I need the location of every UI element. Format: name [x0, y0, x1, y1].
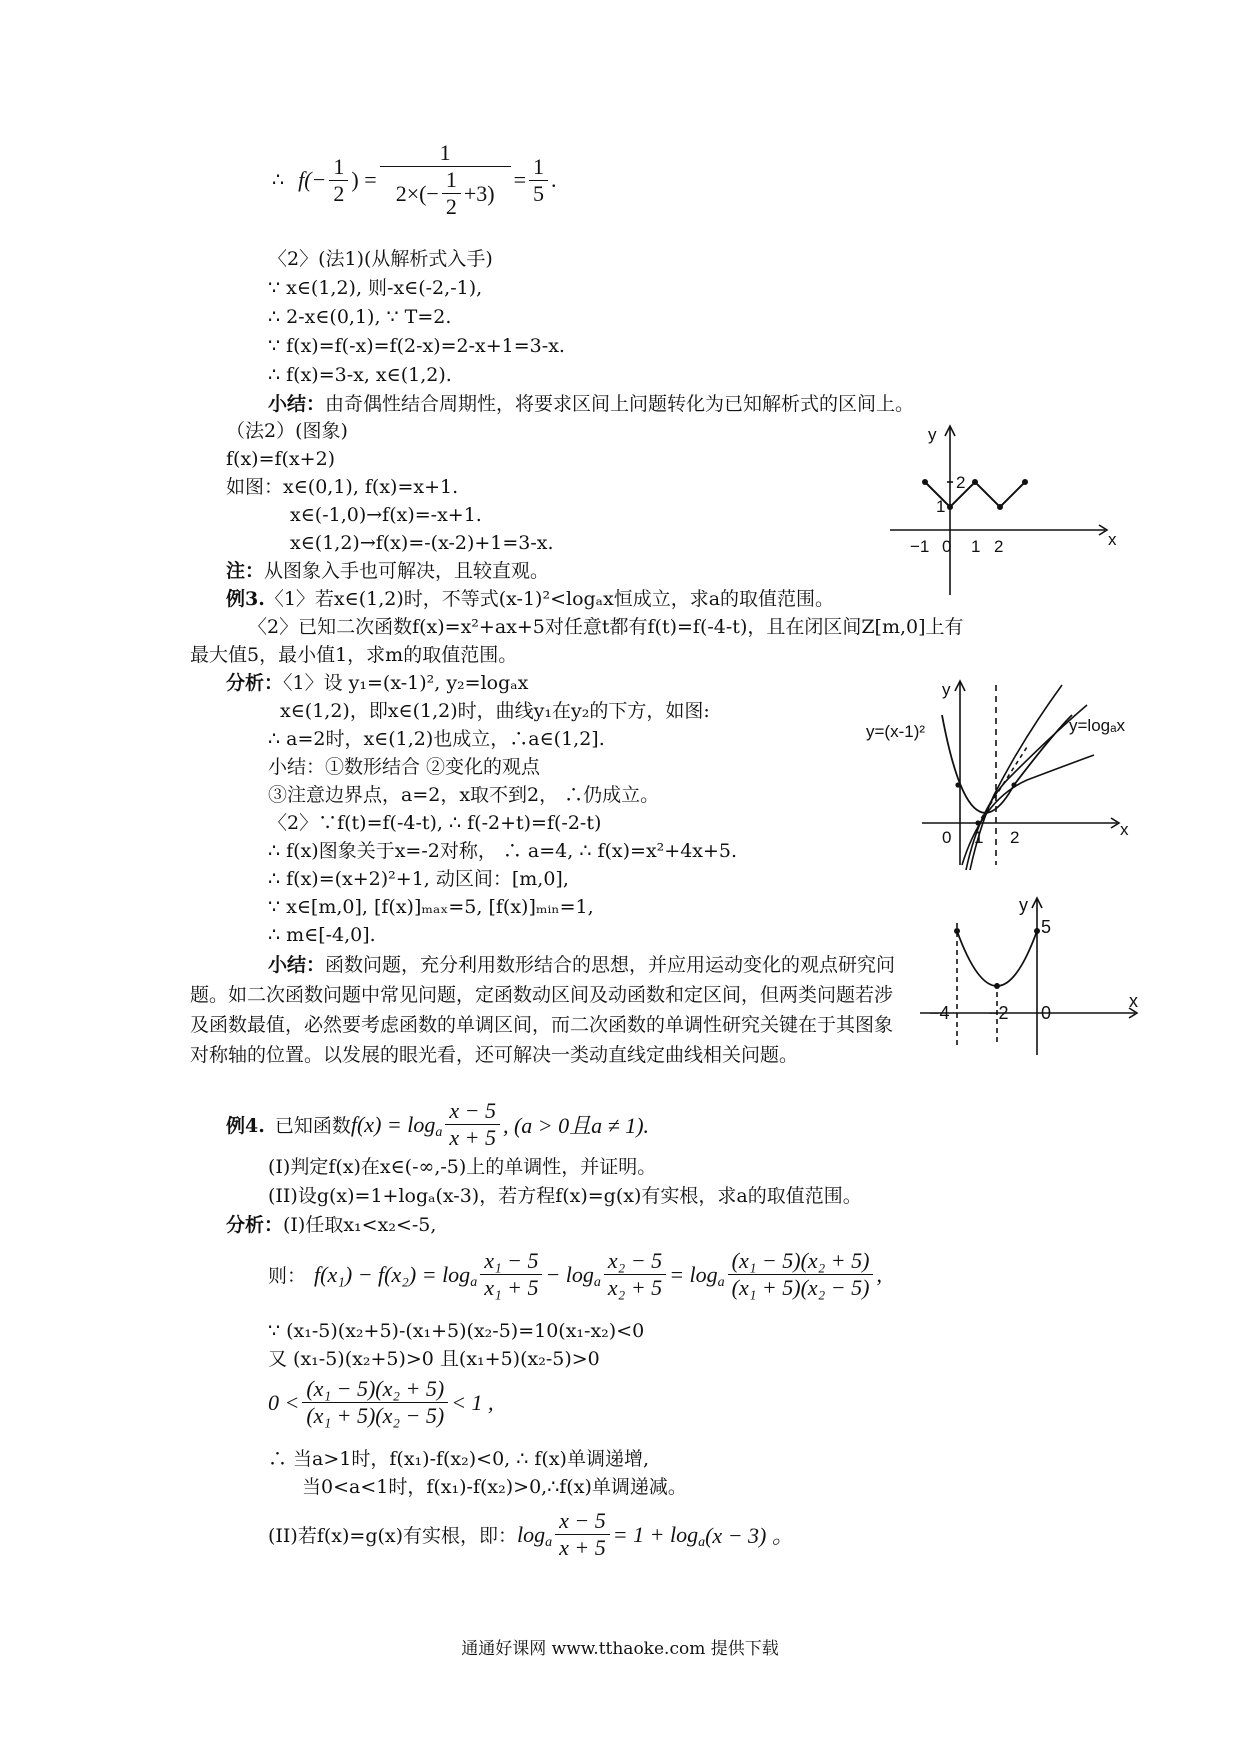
note-label: 注：	[226, 560, 265, 582]
analysis-4-line-4: ∴ 当a>1时，f(x₁)-f(x₂)<0, ∴ f(x)单调递增,	[268, 1448, 650, 1470]
graph2-label-parabola: y=(x-1)²	[866, 722, 926, 741]
graph3-y-label: y	[1019, 895, 1028, 915]
point-right-max	[1034, 928, 1040, 934]
example-4-fraction	[445, 1098, 500, 1151]
point-left-max	[954, 928, 960, 934]
part2-line-2: ∴ 2-x∈(0,1), ∵ T=2.	[268, 306, 452, 328]
log-curve-c	[962, 755, 1094, 865]
analysis-3-line-8: ∴ f(x)=(x+2)²+1, 动区间：[m,0],	[268, 868, 569, 890]
diff-frac-2	[604, 1248, 666, 1301]
summary-2-label: 小结：	[268, 954, 326, 976]
graph3-tick-0: 0	[1041, 1003, 1052, 1023]
example-3-label: 例3.	[226, 588, 265, 610]
example-3-q2a: 〈2〉已知二次函数f(x)=x²+ax+5对任意t都有f(t)=f(-4-t)，且在闭区间Z[m,0]上有	[248, 616, 964, 638]
diff-frac-1-den: x₁ + 5	[484, 1275, 539, 1300]
graph1-y-label: y	[928, 425, 937, 444]
ineq-num: (x₁ − 5)(x₂ + 5)	[302, 1376, 448, 1403]
ineq-fraction	[302, 1376, 448, 1429]
example-4-label: 例4.	[226, 1115, 265, 1137]
graph1-tick-x1: 1	[971, 537, 981, 556]
point-one	[975, 820, 980, 825]
diff-lhs: f(x₁) − f(x₂) = log	[314, 1261, 471, 1287]
graph2-tick-0: 0	[942, 828, 952, 847]
method2-line-3: x∈(-1,0)→f(x)=-x+1.	[290, 504, 482, 526]
analysis-4-l1: (I)任取x₁<x₂<-5,	[283, 1214, 437, 1236]
then-label: 则：	[268, 1265, 307, 1287]
eq1-equals: =	[513, 167, 527, 192]
part2-line-1: ∵ x∈(1,2), 则-x∈(-2,-1),	[268, 277, 483, 299]
equation-f-neg-half	[272, 140, 557, 220]
graph-parabola-vs-log	[862, 675, 1152, 875]
point-two	[997, 504, 1003, 510]
graph1-x-label: x	[1108, 530, 1117, 549]
example-4-num: x − 5	[445, 1098, 500, 1125]
eq1-big-den	[392, 167, 499, 220]
graph1-tick-0: 0	[942, 537, 952, 556]
eq1-half-den: 2	[333, 180, 345, 206]
analysis-4-line-5: 当0<a<1时，f(x₁)-f(x₂)>0,∴f(x)单调递减。	[302, 1476, 687, 1498]
last-log: log	[517, 1521, 546, 1547]
eq1-period: .	[551, 167, 557, 192]
last-num: x − 5	[555, 1508, 610, 1535]
method2-line-2: 如图：x∈(0,1), f(x)=x+1.	[226, 476, 459, 498]
eq1-lhs: f(−	[298, 167, 327, 192]
last-log-base-2: a	[698, 1534, 706, 1550]
example-4-q1: (I)判定f(x)在x∈(-∞,-5)上的单调性，并证明。	[268, 1156, 657, 1178]
last-den: x + 5	[559, 1535, 606, 1560]
point-three	[1022, 479, 1028, 485]
diff-comma: ,	[876, 1261, 882, 1287]
analysis-3-line-5: ③注意边界点，a=2，x取不到2， ∴仍成立。	[268, 784, 660, 806]
example-4-log-base: a	[435, 1124, 443, 1140]
note-text: 从图象入手也可解决，且较直观。	[264, 560, 550, 582]
eq1-fifth-den: 5	[533, 180, 545, 206]
graph1-tick-x2: 2	[994, 537, 1004, 556]
eq1-rparen: ) =	[351, 167, 377, 192]
analysis-3-line-10: ∴ m∈[-4,0].	[268, 924, 376, 946]
diff-frac-3-den: (x₁ + 5)(x₂ − 5)	[731, 1275, 870, 1300]
analysis-3-line-6: 〈2〉∵f(t)=f(-4-t), ∴ f(-2+t)=f(-2-t)	[268, 812, 602, 834]
diff-frac-3-num: (x₁ − 5)(x₂ + 5)	[728, 1248, 874, 1275]
diff-frac-2-den: x₂ + 5	[607, 1275, 663, 1300]
part2-line-3: ∵ f(x)=f(-x)=f(2-x)=2-x+1=3-x.	[268, 335, 565, 357]
graph2-x-label: x	[1120, 820, 1129, 839]
graph1-tick-1: 1	[936, 497, 946, 516]
part2-title: 〈2〉(法1)(从解析式入手)	[268, 248, 493, 270]
analysis-3-l1: 〈1〉设 y₁=(x-1)², y₂=logₐx	[283, 672, 529, 694]
graph-quadratic-interval	[915, 895, 1145, 1065]
method2-title: （法2）(图象)	[226, 420, 348, 442]
eq1-inner-den: 2	[445, 194, 457, 219]
summary-2	[190, 950, 900, 1070]
diff-frac-1-num: x₁ − 5	[480, 1248, 542, 1275]
example-3-q1-text: 〈1〉若x∈(1,2)时，不等式(x-1)²<logₐx恒成立，求a的取值范围。	[264, 588, 835, 610]
analysis-4-difference-equation	[268, 1248, 882, 1301]
eq1-den-b: +3)	[463, 180, 495, 206]
graph3-tick-neg2: −2	[988, 1003, 1009, 1023]
last-fraction	[555, 1508, 610, 1561]
example-4-den: x + 5	[449, 1125, 496, 1150]
graph2-tick-1: 1	[974, 828, 984, 847]
graph1-tick-2: 2	[956, 473, 966, 492]
analysis-4-line-3: 又 (x₁-5)(x₂+5)>0 且(x₁+5)(x₂-5)>0	[268, 1348, 600, 1370]
last-rhs: = 1 + log	[612, 1521, 699, 1547]
eq1-den-a: 2×(−	[395, 180, 439, 206]
parabola-curve	[942, 715, 1072, 813]
analysis-4-line-1	[226, 1212, 436, 1238]
eq1-half-num: 1	[329, 154, 348, 181]
analysis-4-l6-text: (II)若f(x)=g(x)有实根，即：	[268, 1525, 518, 1547]
ineq-den: (x₁ + 5)(x₂ − 5)	[306, 1403, 445, 1428]
analysis-3-line-1	[226, 670, 528, 696]
eq1-big-num: 1	[380, 140, 511, 167]
point-vertex	[994, 983, 1000, 989]
last-log-base-1: a	[545, 1534, 553, 1550]
graph1-tick-neg1: −1	[910, 537, 930, 556]
parabola-curve	[957, 931, 1037, 986]
graph2-y-label: y	[942, 680, 951, 699]
ineq-left: 0 <	[268, 1389, 300, 1415]
summary-1-label: 小结：	[268, 393, 326, 415]
note	[226, 558, 549, 584]
example-4-lead: 已知函数	[274, 1115, 351, 1137]
diff-log-base-1: a	[470, 1274, 478, 1290]
eq1-inner-num: 1	[442, 167, 461, 194]
fraction-fifth	[529, 154, 548, 207]
analysis-3-line-2: x∈(1,2)，即x∈(1,2)时，曲线y₁在y₂的下方，如图:	[280, 700, 710, 722]
analysis-4-line-2: ∵ (x₁-5)(x₂+5)-(x₁+5)(x₂-5)=10(x₁-x₂)<0	[268, 1320, 645, 1342]
graph2-tick-2: 2	[1010, 828, 1020, 847]
example-4-fx: f(x) = log	[350, 1111, 436, 1137]
point-left	[955, 782, 960, 787]
analysis-3-line-7: ∴ f(x)图象关于x=-2对称， ∴ a=4, ∴ f(x)=x²+4x+5.	[268, 840, 738, 862]
example-4-q2: (II)设g(x)=1+logₐ(x-3)，若方程f(x)=g(x)有实根，求a的取值范围。	[268, 1185, 862, 1207]
eq1-fifth-num: 1	[529, 154, 548, 181]
graph-periodic-function	[880, 420, 1120, 600]
ineq-right: < 1 ,	[451, 1389, 494, 1415]
diff-log-base-2: a	[593, 1274, 601, 1290]
analysis-4-label: 分析：	[226, 1214, 284, 1236]
graph3-tick-5: 5	[1041, 917, 1052, 937]
diff-frac-2-num: x₂ − 5	[604, 1248, 666, 1275]
analysis-3-line-3: ∴ a=2时，x∈(1,2)也成立，∴a∈(1,2].	[268, 728, 605, 750]
method2-line-1: f(x)=f(x+2)	[226, 448, 336, 470]
summary-2-text: 函数问题，充分利用数形结合的思想，并应用运动变化的观点研究问题。如二次函数问题中常见问题，定函数动区间及动函数和定区间，但两类问题若涉及函数最值，必然要考虑函数的单调区间，而二次函数的单调性研究关键在于其图象对称轴的位置。以发展的眼光看，还可解决一类动直线定曲线相关问题。	[190, 954, 896, 1066]
example-3-q1	[226, 586, 834, 612]
point-two	[1011, 782, 1016, 787]
summary-1	[268, 391, 914, 417]
last-end: (x − 3) 。	[705, 1523, 794, 1548]
analysis-3-label: 分析：	[226, 672, 284, 694]
point-one	[972, 479, 978, 485]
analysis-3-line-9: ∵ x∈[m,0], [f(x)]ₘₐₓ=5, [f(x)]ₘᵢₙ=1,	[268, 896, 594, 918]
point-zero	[947, 504, 953, 510]
analysis-3-line-4: 小结：①数形结合 ②变化的观点	[268, 756, 541, 778]
diff-minus-log: − log	[545, 1261, 594, 1287]
fraction-big	[380, 140, 511, 220]
example-4-condition: , (a > 0且a ≠ 1).	[502, 1113, 650, 1138]
graph3-tick-neg4: −4	[929, 1003, 950, 1023]
example-4-statement	[226, 1098, 649, 1151]
therefore-symbol: ∴	[272, 169, 285, 191]
fraction-half	[329, 154, 348, 207]
diff-frac-3	[728, 1248, 874, 1301]
example-3-q2b: 最大值5，最小值1，求m的取值范围。	[190, 644, 518, 666]
analysis-4-line-6	[268, 1508, 794, 1561]
analysis-4-inequality	[268, 1376, 494, 1429]
point-left	[922, 479, 928, 485]
diff-frac-1	[480, 1248, 542, 1301]
graph2-label-log: y=logₐx	[1069, 716, 1125, 735]
diff-log-base-3: a	[717, 1274, 725, 1290]
footer-credit: 通通好课网 www.tthaoke.com 提供下载	[461, 1639, 779, 1659]
fraction-inner-half	[442, 167, 461, 220]
method2-line-4: x∈(1,2)→f(x)=-(x-2)+1=3-x.	[290, 532, 554, 554]
diff-eq-log: = log	[669, 1261, 718, 1287]
graph3-x-label: x	[1129, 991, 1138, 1011]
summary-1-text: 由奇偶性结合周期性，将要求区间上问题转化为已知解析式的区间上。	[325, 393, 915, 415]
part2-line-4: ∴ f(x)=3-x, x∈(1,2).	[268, 364, 452, 386]
